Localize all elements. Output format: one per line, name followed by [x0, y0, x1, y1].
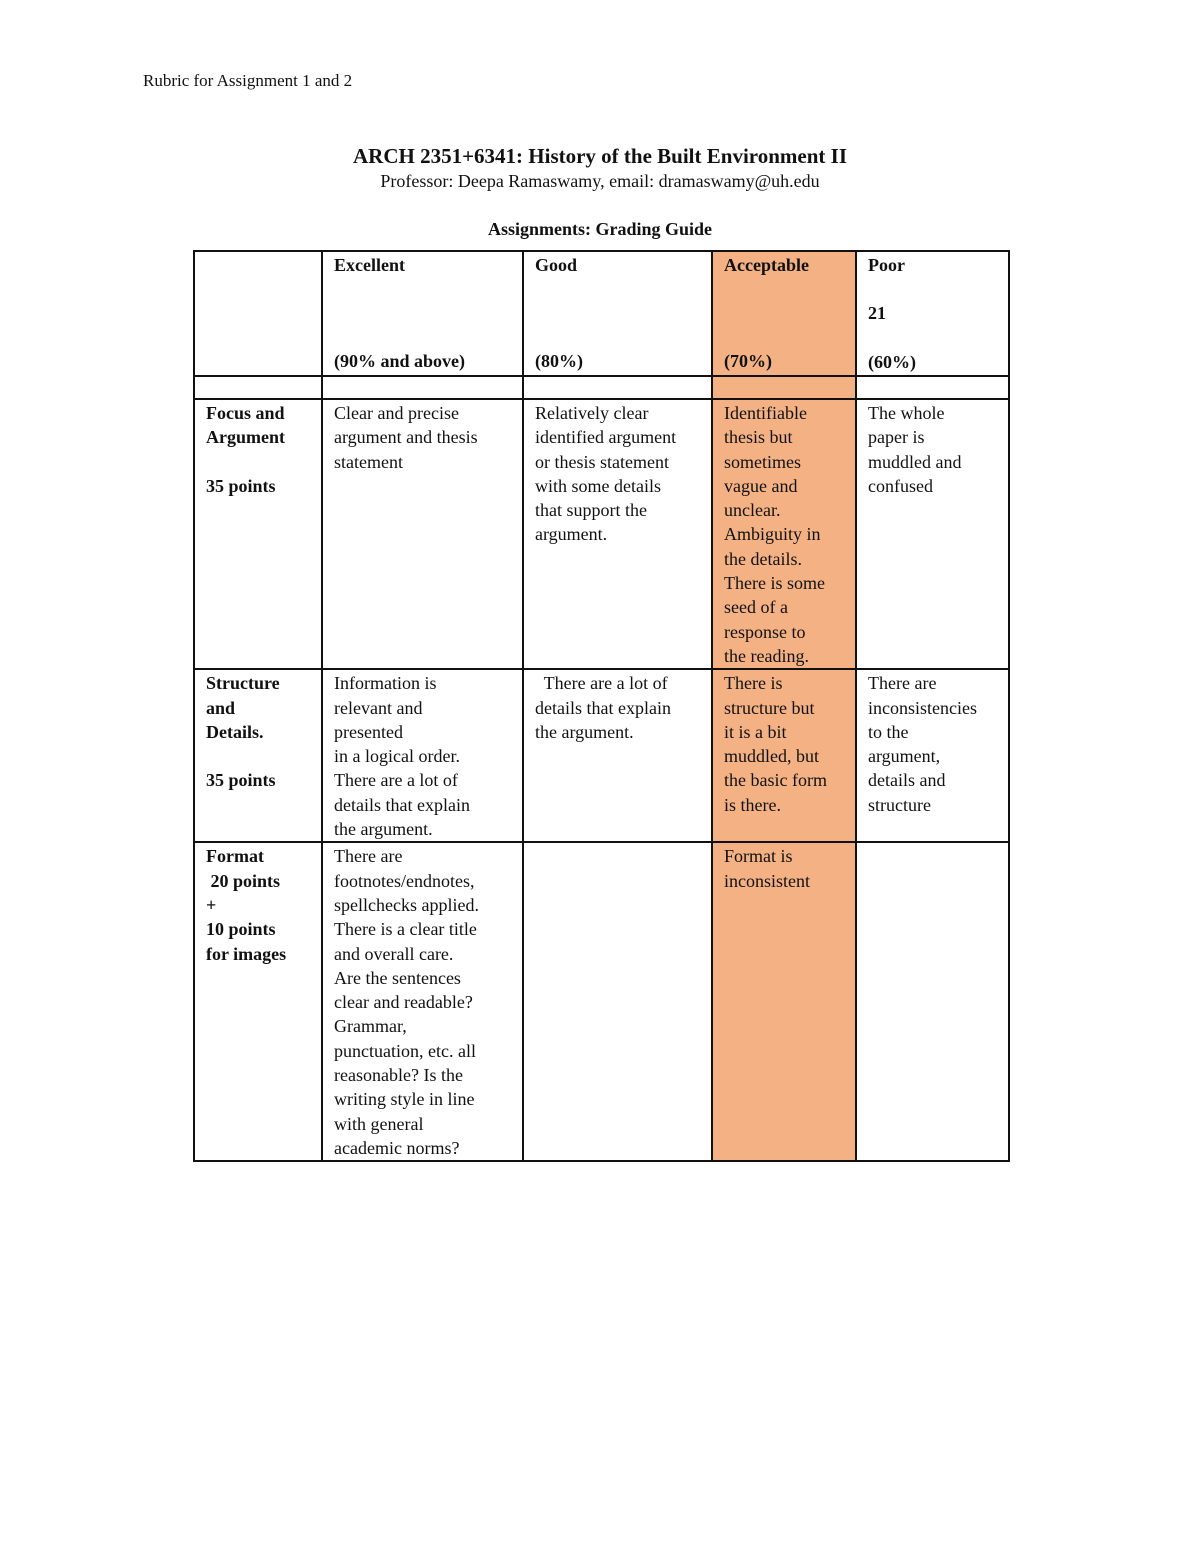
points-label: 35 points — [206, 475, 276, 496]
cell-line: Format — [206, 846, 264, 867]
column-header-acceptable — [712, 251, 856, 376]
cell-line: inconsistent — [724, 870, 810, 891]
acceptable-cell — [712, 842, 856, 1161]
cell-line: + — [206, 894, 217, 915]
column-extra — [535, 301, 701, 325]
cell-line: Ambiguity in — [724, 524, 821, 545]
cell-line: writing style in line — [334, 1089, 475, 1110]
cell-line: sometimes — [724, 451, 801, 472]
cell-line: it is a bit — [724, 721, 787, 742]
column-header-excellent — [322, 251, 523, 376]
running-header: Rubric for Assignment 1 and 2 — [143, 71, 353, 90]
cell-line: Focus and — [206, 403, 285, 423]
cell-line: paper is — [868, 427, 925, 448]
cell-line: thesis but — [724, 427, 793, 448]
cell-line: Are the sentences — [334, 967, 461, 988]
spacer-cell — [856, 376, 1009, 399]
cell-line: The whole — [868, 403, 945, 423]
cell-line: structure — [868, 794, 931, 815]
column-percentage: (80%) — [535, 351, 583, 372]
cell-line: There is — [724, 673, 783, 694]
corner-cell — [194, 251, 322, 376]
cell-line: that support the — [535, 500, 647, 521]
cell-line: Relatively clear — [535, 403, 649, 423]
excellent-cell — [322, 669, 523, 842]
column-label: Acceptable — [724, 255, 809, 275]
spacer-cell — [523, 376, 712, 399]
cell-line: Grammar, — [334, 1016, 407, 1037]
cell-line: inconsistencies — [868, 697, 977, 718]
cell-line: reasonable? Is the — [334, 1065, 463, 1086]
points-label: 35 points — [206, 770, 276, 791]
cell-line: footnotes/endnotes, — [334, 870, 475, 891]
cell-line: There is a clear title — [334, 919, 477, 940]
cell-line: structure but — [724, 697, 815, 718]
cell-line: Structure — [206, 673, 280, 694]
cell-line: the details. — [724, 548, 802, 569]
cell-line: vague and — [724, 475, 798, 496]
cell-line: 10 points — [206, 919, 276, 940]
cell-line: the argument. — [535, 721, 634, 742]
criterion-cell — [194, 842, 322, 1161]
cell-line: with some details — [535, 475, 661, 496]
grading-guide-title: Assignments: Grading Guide — [487, 219, 713, 239]
cell-line: for images — [206, 943, 287, 964]
cell-line: details that explain — [535, 697, 671, 718]
cell-line: Identifiable — [724, 403, 807, 423]
rubric-row-structure-details — [194, 669, 1009, 842]
cell-line: the basic form — [724, 770, 827, 791]
column-header-good — [523, 251, 712, 376]
cell-line: Argument — [206, 427, 285, 448]
cell-line: unclear. — [724, 500, 781, 521]
cell-line: academic norms? — [334, 1137, 460, 1158]
good-cell — [523, 669, 712, 842]
cell-line: details and — [868, 770, 946, 791]
cell-line: argument. — [535, 524, 608, 545]
cell-line: muddled and — [868, 451, 962, 472]
rubric-header-row — [194, 251, 1009, 376]
cell-line: confused — [868, 475, 933, 496]
cell-line: is there. — [724, 794, 781, 815]
cell-line: Format is — [724, 846, 793, 867]
rubric-spacer-row — [194, 376, 1009, 399]
cell-line: details that explain — [334, 794, 470, 815]
cell-line: spellchecks applied. — [334, 894, 479, 915]
criterion-cell — [194, 669, 322, 842]
column-label: Excellent — [334, 255, 405, 275]
column-extra — [334, 301, 512, 325]
spacer-cell — [712, 376, 856, 399]
column-extra — [724, 301, 845, 325]
document-title: ARCH 2351+6341: History of the Built Environment II — [352, 144, 847, 168]
spacer-cell — [322, 376, 523, 399]
column-percentage: (60%) — [868, 351, 916, 372]
spacer-cell — [194, 376, 322, 399]
column-percentage: (90% and above) — [334, 351, 466, 372]
cell-line: and overall care. — [334, 943, 454, 964]
rubric-row-focus-argument — [194, 399, 1009, 669]
cell-line: There are — [868, 673, 937, 694]
column-label: Poor — [868, 255, 905, 275]
professor-line: Professor: Deepa Ramaswamy, email: dramaswamy@uh.edu — [380, 171, 820, 191]
cell-line: 20 points — [206, 870, 281, 891]
acceptable-cell — [712, 399, 856, 669]
cell-line: and — [206, 697, 236, 718]
cell-line: to the — [868, 721, 909, 742]
good-cell — [523, 842, 712, 1161]
acceptable-cell — [712, 669, 856, 842]
cell-line: muddled, but — [724, 746, 819, 767]
cell-line: punctuation, etc. all — [334, 1040, 476, 1061]
cell-line: There are a lot of — [334, 770, 458, 791]
poor-cell — [856, 399, 1009, 669]
rubric-row-format — [194, 842, 1009, 1161]
column-percentage: (70%) — [724, 351, 772, 372]
cell-line: or thesis statement — [535, 451, 669, 472]
excellent-cell — [322, 399, 523, 669]
cell-line: the argument. — [334, 819, 433, 840]
column-label: Good — [535, 255, 578, 275]
cell-line: Clear and precise — [334, 403, 459, 423]
criterion-cell — [194, 399, 322, 669]
cell-line: Information is — [334, 673, 437, 694]
cell-line: clear and readable? — [334, 992, 473, 1013]
cell-line: presented — [334, 721, 403, 742]
cell-line: There are a lot of — [535, 673, 668, 694]
cell-line: in a logical order. — [334, 746, 460, 767]
cell-line: argument, — [868, 746, 941, 767]
cell-line: identified argument — [535, 427, 677, 448]
cell-line: the reading. — [724, 645, 809, 666]
poor-cell — [856, 669, 1009, 842]
excellent-cell — [322, 842, 523, 1161]
cell-line: seed of a — [724, 597, 788, 618]
cell-line: with general — [334, 1113, 424, 1134]
cell-line: There is some — [724, 573, 825, 594]
cell-line: statement — [334, 451, 403, 472]
good-cell — [523, 399, 712, 669]
cell-line: relevant and — [334, 697, 423, 718]
cell-line: response to — [724, 621, 806, 642]
cell-line: Details. — [206, 721, 264, 742]
column-header-poor — [856, 251, 1009, 376]
rubric-table — [193, 250, 1010, 1162]
cell-line: argument and thesis — [334, 427, 478, 448]
column-extra: 21 — [868, 303, 886, 324]
cell-line: There are — [334, 846, 403, 867]
poor-cell — [856, 842, 1009, 1161]
